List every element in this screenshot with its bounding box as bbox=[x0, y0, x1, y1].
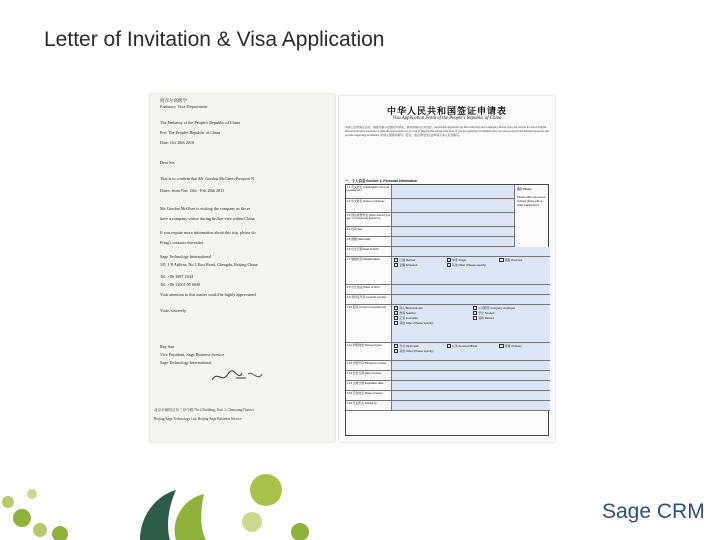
form-field-value bbox=[392, 391, 550, 400]
form-field-label: 1.11 护照种类 Passport type bbox=[346, 343, 392, 360]
invitation-letter-image bbox=[150, 94, 335, 442]
form-row bbox=[346, 227, 514, 237]
checkbox-icon bbox=[394, 316, 398, 320]
form-field-label: 1.9 身份证号码 Local ID number bbox=[346, 295, 392, 304]
form-field-value bbox=[392, 401, 550, 410]
letter-footer-line: 北京市朝阳区东三环中路 No.2 Building, Unit 1, Chaoyang District bbox=[154, 408, 254, 412]
checkbox-option-label: 单身 Single bbox=[452, 257, 467, 262]
form-row bbox=[346, 371, 550, 381]
letter-line: Ray Sun bbox=[160, 344, 175, 349]
letter-line: Yours sincerely, bbox=[160, 308, 187, 313]
form-field-label: 1.12 护照号码 Passport number bbox=[346, 361, 392, 370]
form-checkbox-option bbox=[473, 311, 494, 315]
form-row bbox=[346, 213, 514, 227]
form-field-label: 1.14 失效日期 Expiration date bbox=[346, 381, 392, 390]
photo-note: Please affix one recent colored photo with a white background bbox=[517, 195, 546, 207]
form-title-cn: 中华人民共和国签证申请表 bbox=[386, 107, 507, 117]
checkbox-option-label: 学生 Student bbox=[478, 310, 495, 315]
form-field-label: 1.15 签发地点 Place of issue bbox=[346, 391, 392, 400]
letter-line: Fring's contacts thereafter bbox=[160, 240, 204, 245]
form-row bbox=[346, 199, 514, 213]
form-checkbox-option bbox=[447, 258, 467, 262]
letter-footer-line: Beijing Sage Technology Ltd, Beijing Sage Business Service bbox=[154, 417, 242, 421]
form-row bbox=[346, 257, 550, 285]
form-row bbox=[346, 343, 550, 361]
checkbox-option-label: 其他 Other (Please specify) bbox=[399, 348, 434, 353]
checkbox-option-label: 公司职员 Company employee bbox=[478, 305, 516, 310]
form-row bbox=[346, 391, 550, 401]
form-field-value bbox=[392, 199, 514, 212]
form-row bbox=[346, 237, 514, 247]
checkbox-icon bbox=[394, 321, 398, 325]
checkbox-option-label: 商人 Businessman bbox=[399, 305, 423, 310]
checkbox-option-label: 丧偶 Widowed bbox=[399, 262, 418, 267]
form-field-value bbox=[392, 371, 550, 380]
checkbox-icon bbox=[499, 258, 503, 262]
letter-line: Tel: +86 1087 1044 bbox=[160, 274, 193, 279]
form-field-label: 1.10 职业 Current occupation(s) bbox=[346, 305, 392, 342]
checkbox-option-label: 离婚 Divorced bbox=[504, 257, 523, 262]
letter-line: Mr. Gordon McGhee is visiting the company as the re bbox=[160, 206, 251, 211]
form-field-value bbox=[392, 285, 550, 294]
form-title-en: Visa Application Form of the People's Republic of China bbox=[392, 116, 502, 121]
form-row bbox=[346, 185, 514, 199]
form-field-label: 1.8 出生地点 Place of birth bbox=[346, 285, 392, 294]
form-row bbox=[346, 295, 550, 305]
form-field-label: 1.5 国籍 Nationality bbox=[346, 237, 392, 246]
form-row bbox=[346, 401, 550, 411]
checkbox-option-label: 其他 Other (Please specify) bbox=[399, 320, 434, 325]
form-checkbox-option bbox=[394, 263, 417, 267]
checkbox-option-label: 公务 Service/Official bbox=[452, 343, 478, 348]
form-field-value bbox=[392, 213, 514, 226]
form-checkbox-option bbox=[394, 258, 415, 262]
form-grid bbox=[345, 184, 549, 436]
letter-line: have a company visitor during his/her visit within China. bbox=[160, 216, 256, 221]
form-checkbox-option bbox=[394, 306, 423, 310]
form-row bbox=[346, 381, 550, 391]
checkbox-icon bbox=[447, 344, 451, 348]
letter-header-line: Embassy Visa Department bbox=[160, 104, 208, 109]
checkbox-icon bbox=[394, 306, 398, 310]
checkbox-icon bbox=[394, 258, 398, 262]
checkbox-option-label: 普通 Ordinary bbox=[504, 343, 522, 348]
form-checkbox-option bbox=[447, 263, 486, 267]
form-field-value bbox=[392, 343, 550, 360]
checkbox-icon bbox=[394, 311, 398, 315]
letter-line: Vice President, Sage Business Service bbox=[160, 352, 225, 357]
photo-box bbox=[514, 185, 550, 247]
checkbox-icon bbox=[447, 263, 451, 267]
letter-line: Dates: from Nov 15th - Feb 28th 2011 bbox=[160, 188, 225, 193]
form-field-value bbox=[392, 185, 514, 198]
form-field-label: 1.7 婚姻状况 Marital status bbox=[346, 257, 392, 284]
checkbox-option-label: 教师 Teacher bbox=[399, 310, 416, 315]
checkbox-icon bbox=[394, 263, 398, 267]
form-row bbox=[346, 361, 550, 371]
letter-line: If you require more information about this trip, please do bbox=[160, 230, 256, 235]
form-field-label: 1.2 中文姓名 Name in Chinese bbox=[346, 199, 392, 212]
checkbox-option-label: 已婚 Married bbox=[399, 257, 416, 262]
form-field-label: 1.6 出生日期 Date of birth bbox=[346, 247, 392, 256]
form-field-label: 1.13 签发日期 Date of issue bbox=[346, 371, 392, 380]
visa-application-form-image bbox=[339, 96, 555, 442]
checkbox-icon bbox=[447, 258, 451, 262]
form-section-label: 一、个人信息 Section 1: Personal information bbox=[345, 179, 418, 183]
letter-line: This is to confirm that Mr. Gordon McGhee (Passport N bbox=[160, 176, 255, 181]
form-checkbox-option bbox=[499, 344, 522, 348]
photo-label: 照片 Photo bbox=[517, 187, 532, 191]
decorative-dots bbox=[0, 450, 330, 540]
form-checkbox-option bbox=[447, 344, 477, 348]
brand-logo: Sage CRM bbox=[602, 500, 705, 523]
form-row bbox=[346, 305, 550, 343]
form-field-value bbox=[392, 227, 514, 236]
form-field-value bbox=[392, 257, 550, 284]
form-checkbox-option bbox=[394, 311, 416, 315]
letter-line: Date: Oct 28th 2010 bbox=[160, 140, 195, 145]
form-checkbox-option bbox=[473, 316, 494, 320]
form-field-value bbox=[392, 295, 550, 304]
checkbox-icon bbox=[473, 311, 477, 315]
letter-line: Sage Technology International bbox=[160, 360, 212, 365]
letter-line: Pro: The Peoples Republic of China bbox=[160, 130, 221, 135]
form-checkbox-option bbox=[473, 306, 515, 310]
letter-line: 3/F, 1-8 Aplisse, No.1 East Road, Chengdu, Beijing China bbox=[160, 262, 258, 267]
form-checkbox-option bbox=[394, 349, 433, 353]
checkbox-option-label: 外交 Diplomatic bbox=[399, 343, 419, 348]
checkbox-icon bbox=[394, 349, 398, 353]
slide-title: Letter of Invitation & Visa Application bbox=[44, 28, 385, 51]
form-row bbox=[346, 247, 550, 257]
letter-line: Dear Sir, bbox=[160, 160, 175, 165]
form-field-value bbox=[392, 237, 514, 246]
form-field-label: 1.1 英文姓名 Full English name as in passport bbox=[346, 185, 392, 198]
checkbox-icon bbox=[473, 306, 477, 310]
form-checkbox-option bbox=[394, 321, 433, 325]
checkbox-icon bbox=[394, 344, 398, 348]
form-field-value bbox=[392, 381, 550, 390]
form-field-label: 1.4 性别 Sex bbox=[346, 227, 392, 236]
form-field-value bbox=[392, 305, 550, 342]
checkbox-option-label: 其他 Other (Please specify) bbox=[452, 262, 487, 267]
form-field-label: 1.3 别名或曾用名 Other names you are, or previously known by bbox=[346, 213, 392, 226]
form-field-value bbox=[392, 361, 550, 370]
form-row bbox=[346, 285, 550, 295]
form-field-label: 1.16 发证机关 Issued by bbox=[346, 401, 392, 410]
letter-header-line: 阿赤尔高级学 bbox=[160, 98, 187, 103]
letter-line: The Embassy of the People's Republic of China bbox=[160, 120, 240, 125]
form-checkbox-option bbox=[394, 316, 418, 320]
letter-line: Tel: +86 13001 05 6049 bbox=[160, 282, 201, 287]
form-checkbox-option bbox=[499, 258, 522, 262]
checkbox-icon bbox=[473, 316, 477, 320]
form-checkbox-option bbox=[394, 344, 419, 348]
letter-line: Sage Technology International bbox=[160, 254, 212, 259]
checkbox-icon bbox=[499, 344, 503, 348]
checkbox-option-label: 记者 Journalist bbox=[399, 315, 418, 320]
form-field-value bbox=[392, 247, 550, 256]
form-intro: 申请人在申请签证时，须提交填写完整的申请表，请逐项填写所有内容。Applicants should fill out this form truly and completely. Please type your answer in capital English letters in the space provided or print the appropriate box. In case of inapplicable please write N/A. If you are applying for multiple entry visa please specify the intended purposes and provide supporting documents. 申请人须如实填写，签名、备注等内容应由申请人本人亲自填写。 bbox=[345, 126, 549, 137]
letter-line: Your attention to this matter would be highly appreciated bbox=[160, 292, 256, 297]
signature-stamp bbox=[208, 368, 268, 386]
checkbox-option-label: 退休 Retired bbox=[478, 315, 494, 320]
